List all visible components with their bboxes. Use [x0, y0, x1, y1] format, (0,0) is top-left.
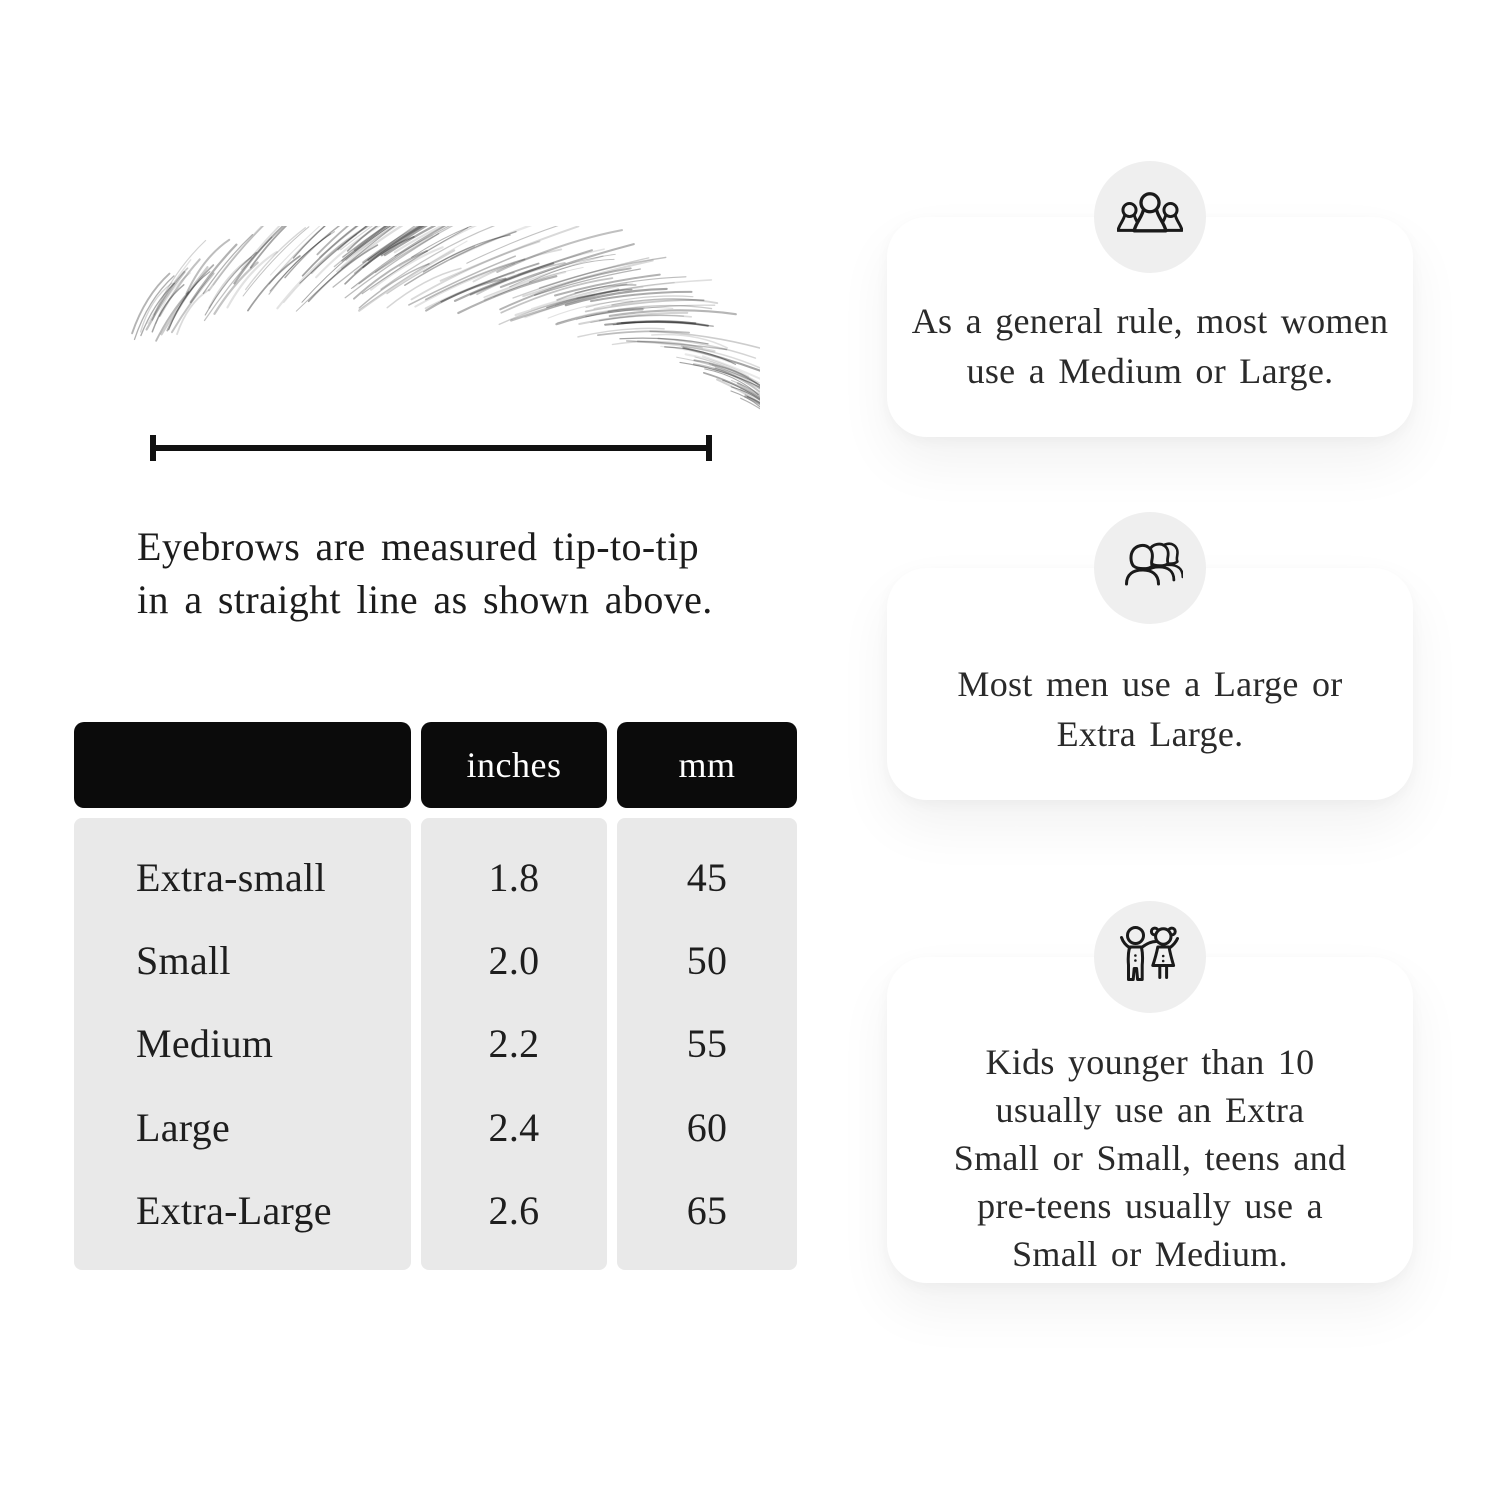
- measurement-caption-line2: in a straight line as shown above.: [137, 577, 713, 622]
- eyebrow-sketch-svg: [100, 226, 760, 456]
- size-table: [74, 722, 797, 1270]
- size-value-mm: 65: [686, 1187, 728, 1233]
- card-text-line: Small or Small, teens and: [953, 1138, 1347, 1178]
- size-value-mm: 60: [686, 1104, 728, 1150]
- info-card-women: [887, 217, 1413, 437]
- size-value-inches: 2.0: [488, 938, 540, 984]
- card-text-line: pre-teens usually use a: [977, 1186, 1323, 1226]
- card-text: [957, 659, 1342, 759]
- measurement-line-right-cap: [706, 435, 712, 461]
- size-table-label-column: [74, 818, 411, 1270]
- measurement-caption-line1: Eyebrows are measured tip-to-tip: [137, 524, 700, 569]
- measurement-line-bar: [150, 445, 712, 451]
- size-row-label: Large: [136, 1104, 231, 1150]
- size-value-inches: 2.4: [488, 1104, 540, 1150]
- size-value-inches: 2.2: [488, 1021, 540, 1067]
- eyebrow-illustration: [100, 226, 760, 456]
- card-text-line: use a Medium or Large.: [966, 351, 1334, 391]
- size-value-inches: 1.8: [488, 855, 540, 901]
- card-text-line: Extra Large.: [1056, 714, 1244, 754]
- size-table-header-inches: inches: [421, 722, 607, 808]
- men-group-icon: [1117, 535, 1183, 601]
- size-table-inches-column: [421, 818, 607, 1270]
- kids-icon: [1117, 924, 1183, 990]
- size-value-inches: 2.6: [488, 1187, 540, 1233]
- card-text-line: Small or Medium.: [1012, 1234, 1288, 1274]
- info-card-kids: [887, 957, 1413, 1283]
- size-row-label: Extra-Large: [136, 1187, 332, 1233]
- size-table-mm-column: [617, 818, 797, 1270]
- size-table-header-mm: mm: [617, 722, 797, 808]
- icon-badge: [1094, 161, 1206, 273]
- card-text: [954, 1038, 1346, 1278]
- size-value-mm: 55: [686, 1021, 728, 1067]
- card-text-line: Kids younger than 10: [985, 1042, 1315, 1082]
- size-row-label: Small: [136, 938, 231, 984]
- size-value-mm: 45: [686, 855, 728, 901]
- info-card-men: [887, 568, 1413, 800]
- measurement-line: [150, 435, 712, 461]
- icon-badge: [1094, 512, 1206, 624]
- card-text-line: usually use an Extra: [995, 1090, 1305, 1130]
- size-row-label: Extra-small: [136, 855, 326, 901]
- card-text-line: As a general rule, most women: [911, 301, 1389, 341]
- size-row-label: Medium: [136, 1021, 274, 1067]
- size-table-header-empty: [74, 722, 411, 808]
- icon-badge: [1094, 901, 1206, 1013]
- women-group-icon: [1117, 184, 1183, 250]
- size-value-mm: 50: [686, 938, 728, 984]
- measurement-caption: [137, 520, 713, 626]
- card-text: [912, 296, 1389, 396]
- card-text-line: Most men use a Large or: [957, 664, 1343, 704]
